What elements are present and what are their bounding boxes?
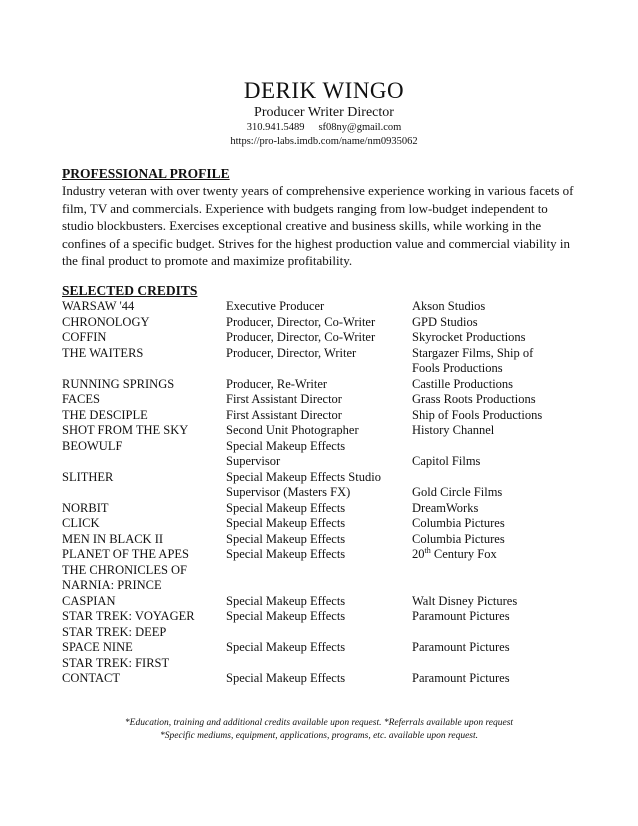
email-address[interactable]: sf08ny@gmail.com: [318, 122, 402, 133]
credit-company: Castille Productions: [412, 376, 514, 391]
credit-role: Special Makeup Effects: [226, 609, 346, 623]
resume-header: [0, 78, 638, 149]
credit-role: Special Makeup Effects: [226, 671, 346, 685]
credit-title: SPACE NINE: [62, 640, 133, 654]
credit-company: Columbia Pictures: [412, 516, 505, 530]
credit-role: [226, 656, 412, 672]
credit-row: [62, 361, 582, 377]
credit-row: [62, 609, 582, 625]
credit-title: SHOT FROM THE SKY: [62, 423, 189, 437]
credit-company: [412, 470, 582, 486]
credit-title: FACES: [62, 392, 100, 406]
credit-role: Special Makeup Effects: [226, 438, 346, 453]
credit-row: [62, 563, 582, 579]
credit-company: [412, 563, 582, 579]
credit-title: MEN IN BLACK II: [62, 531, 164, 546]
credit-company: Capitol Films: [412, 454, 481, 468]
credit-role: [226, 361, 412, 377]
credit-company: Walt Disney Pictures: [412, 593, 518, 608]
credit-row: [62, 485, 582, 501]
footer-line-2: *Specific mediums, equipment, applications, programs, etc. available upon request.: [159, 731, 479, 741]
credit-role: Producer, Re-Writer: [226, 376, 328, 391]
credit-role: [226, 625, 412, 641]
credit-role: Special Makeup Effects: [226, 547, 346, 561]
credit-row: [62, 625, 582, 641]
credit-title: WARSAW '44: [62, 299, 135, 313]
credit-row: [62, 532, 582, 548]
credit-row: [62, 392, 582, 408]
credit-row: [62, 656, 582, 672]
phone-number: 310.941.5489: [246, 122, 305, 133]
credit-company: [412, 625, 582, 641]
credit-title: RUNNING SPRINGS: [62, 376, 175, 391]
imdb-link[interactable]: https://pro-labs.imdb.com/name/nm0935062: [230, 136, 418, 147]
credit-title: STAR TREK: VOYAGER: [62, 609, 195, 623]
credit-role: Supervisor: [226, 454, 281, 468]
credit-company: Stargazer Films, Ship of: [412, 345, 534, 360]
credit-title: NARNIA: PRINCE: [62, 578, 162, 592]
credit-role: Executive Producer: [226, 299, 325, 313]
credit-title: CASPIAN: [62, 593, 116, 608]
credit-role: First Assistant Director: [226, 392, 342, 406]
credit-role: First Assistant Director: [226, 407, 342, 422]
credit-row: [62, 671, 582, 687]
credit-company: [412, 439, 582, 455]
credit-title: CLICK: [62, 516, 100, 530]
credit-company: 20th Century Fox: [412, 545, 497, 561]
credit-title: BEOWULF: [62, 438, 123, 453]
credit-row: [62, 547, 582, 563]
credit-title: STAR TREK: DEEP: [62, 624, 167, 639]
credit-company: Paramount Pictures: [412, 671, 510, 685]
credit-title: CONTACT: [62, 671, 121, 685]
footer-line-1: *Education, training and additional credits available upon request. *Referrals available upon request: [124, 718, 514, 728]
credit-role: Supervisor (Masters FX): [226, 485, 351, 499]
credit-title: STAR TREK: FIRST: [62, 655, 170, 670]
credit-title: [62, 454, 226, 470]
credit-company: Gold Circle Films: [412, 485, 503, 499]
credit-row: [62, 501, 582, 517]
credit-company: [412, 656, 582, 672]
credit-row: [62, 315, 582, 331]
credit-row: [62, 640, 582, 656]
credit-row: [62, 377, 582, 393]
credit-row: [62, 330, 582, 346]
credit-company: Columbia Pictures: [412, 531, 505, 546]
credit-title: PLANET OF THE APES: [62, 547, 189, 561]
credits-heading: SELECTED CREDITS: [62, 283, 198, 298]
credit-company: Paramount Pictures: [412, 640, 510, 654]
footer-notes: [0, 717, 638, 743]
credit-company: Akson Studios: [412, 299, 486, 313]
applicant-name: DERIK WINGO: [243, 78, 405, 103]
credit-role: Producer, Director, Co-Writer: [226, 330, 376, 344]
profile-text: Industry veteran with over twenty years of comprehensive experience working in various facets of film, TV and commercials. Experience with budgets ranging from low-budget independent to studio blockbusters. Exercises exceptional creative and business skills, while working in the confines of a specific budget. Strives for the highest production value and commercial viability in the final product to promote and maximize profitability.: [62, 183, 574, 268]
credit-title: CHRONOLOGY: [62, 314, 150, 329]
credit-row: [62, 346, 582, 362]
credit-role: Producer, Director, Writer: [226, 345, 357, 360]
credit-role: [226, 578, 412, 594]
credits-table: [62, 299, 582, 687]
credit-company: Paramount Pictures: [412, 609, 510, 623]
credit-role: Special Makeup Effects: [226, 516, 346, 530]
credit-role: [226, 563, 412, 579]
credit-row: [62, 594, 582, 610]
credit-title: COFFIN: [62, 330, 107, 344]
credit-row: [62, 408, 582, 424]
credit-company: Grass Roots Productions: [412, 392, 536, 406]
credit-role: Second Unit Photographer: [226, 423, 359, 437]
credit-title: THE CHRONICLES OF: [62, 562, 188, 577]
applicant-roles: Producer Writer Director: [254, 105, 394, 120]
credit-row: [62, 470, 582, 486]
credit-row: [62, 439, 582, 455]
credit-company: History Channel: [412, 423, 495, 437]
credit-company: GPD Studios: [412, 314, 478, 329]
credit-role: Special Makeup Effects: [226, 593, 346, 608]
credit-row: [62, 516, 582, 532]
credit-title: [62, 485, 226, 501]
credit-title: THE DESCIPLE: [62, 407, 148, 422]
credit-company: Ship of Fools Productions: [412, 407, 543, 422]
credit-row: [62, 299, 582, 315]
credit-title: [62, 361, 226, 377]
credit-role: Producer, Director, Co-Writer: [226, 314, 376, 329]
credit-row: [62, 423, 582, 439]
credit-role: Special Makeup Effects: [226, 640, 346, 654]
credit-title: THE WAITERS: [62, 345, 144, 360]
credit-title: NORBIT: [62, 500, 109, 515]
credit-row: [62, 578, 582, 594]
credit-company: DreamWorks: [412, 500, 479, 515]
credit-company: Fools Productions: [412, 361, 503, 375]
credit-role: Special Makeup Effects: [226, 531, 346, 546]
credit-role: Special Makeup Effects Studio: [226, 469, 381, 484]
credit-role: Special Makeup Effects: [226, 500, 346, 515]
credit-company: Skyrocket Productions: [412, 330, 526, 344]
credit-row: [62, 454, 582, 470]
credit-title: SLITHER: [62, 469, 114, 484]
profile-heading: PROFESSIONAL PROFILE: [62, 166, 230, 181]
contact-line: [0, 121, 638, 135]
credit-company: [412, 578, 582, 594]
